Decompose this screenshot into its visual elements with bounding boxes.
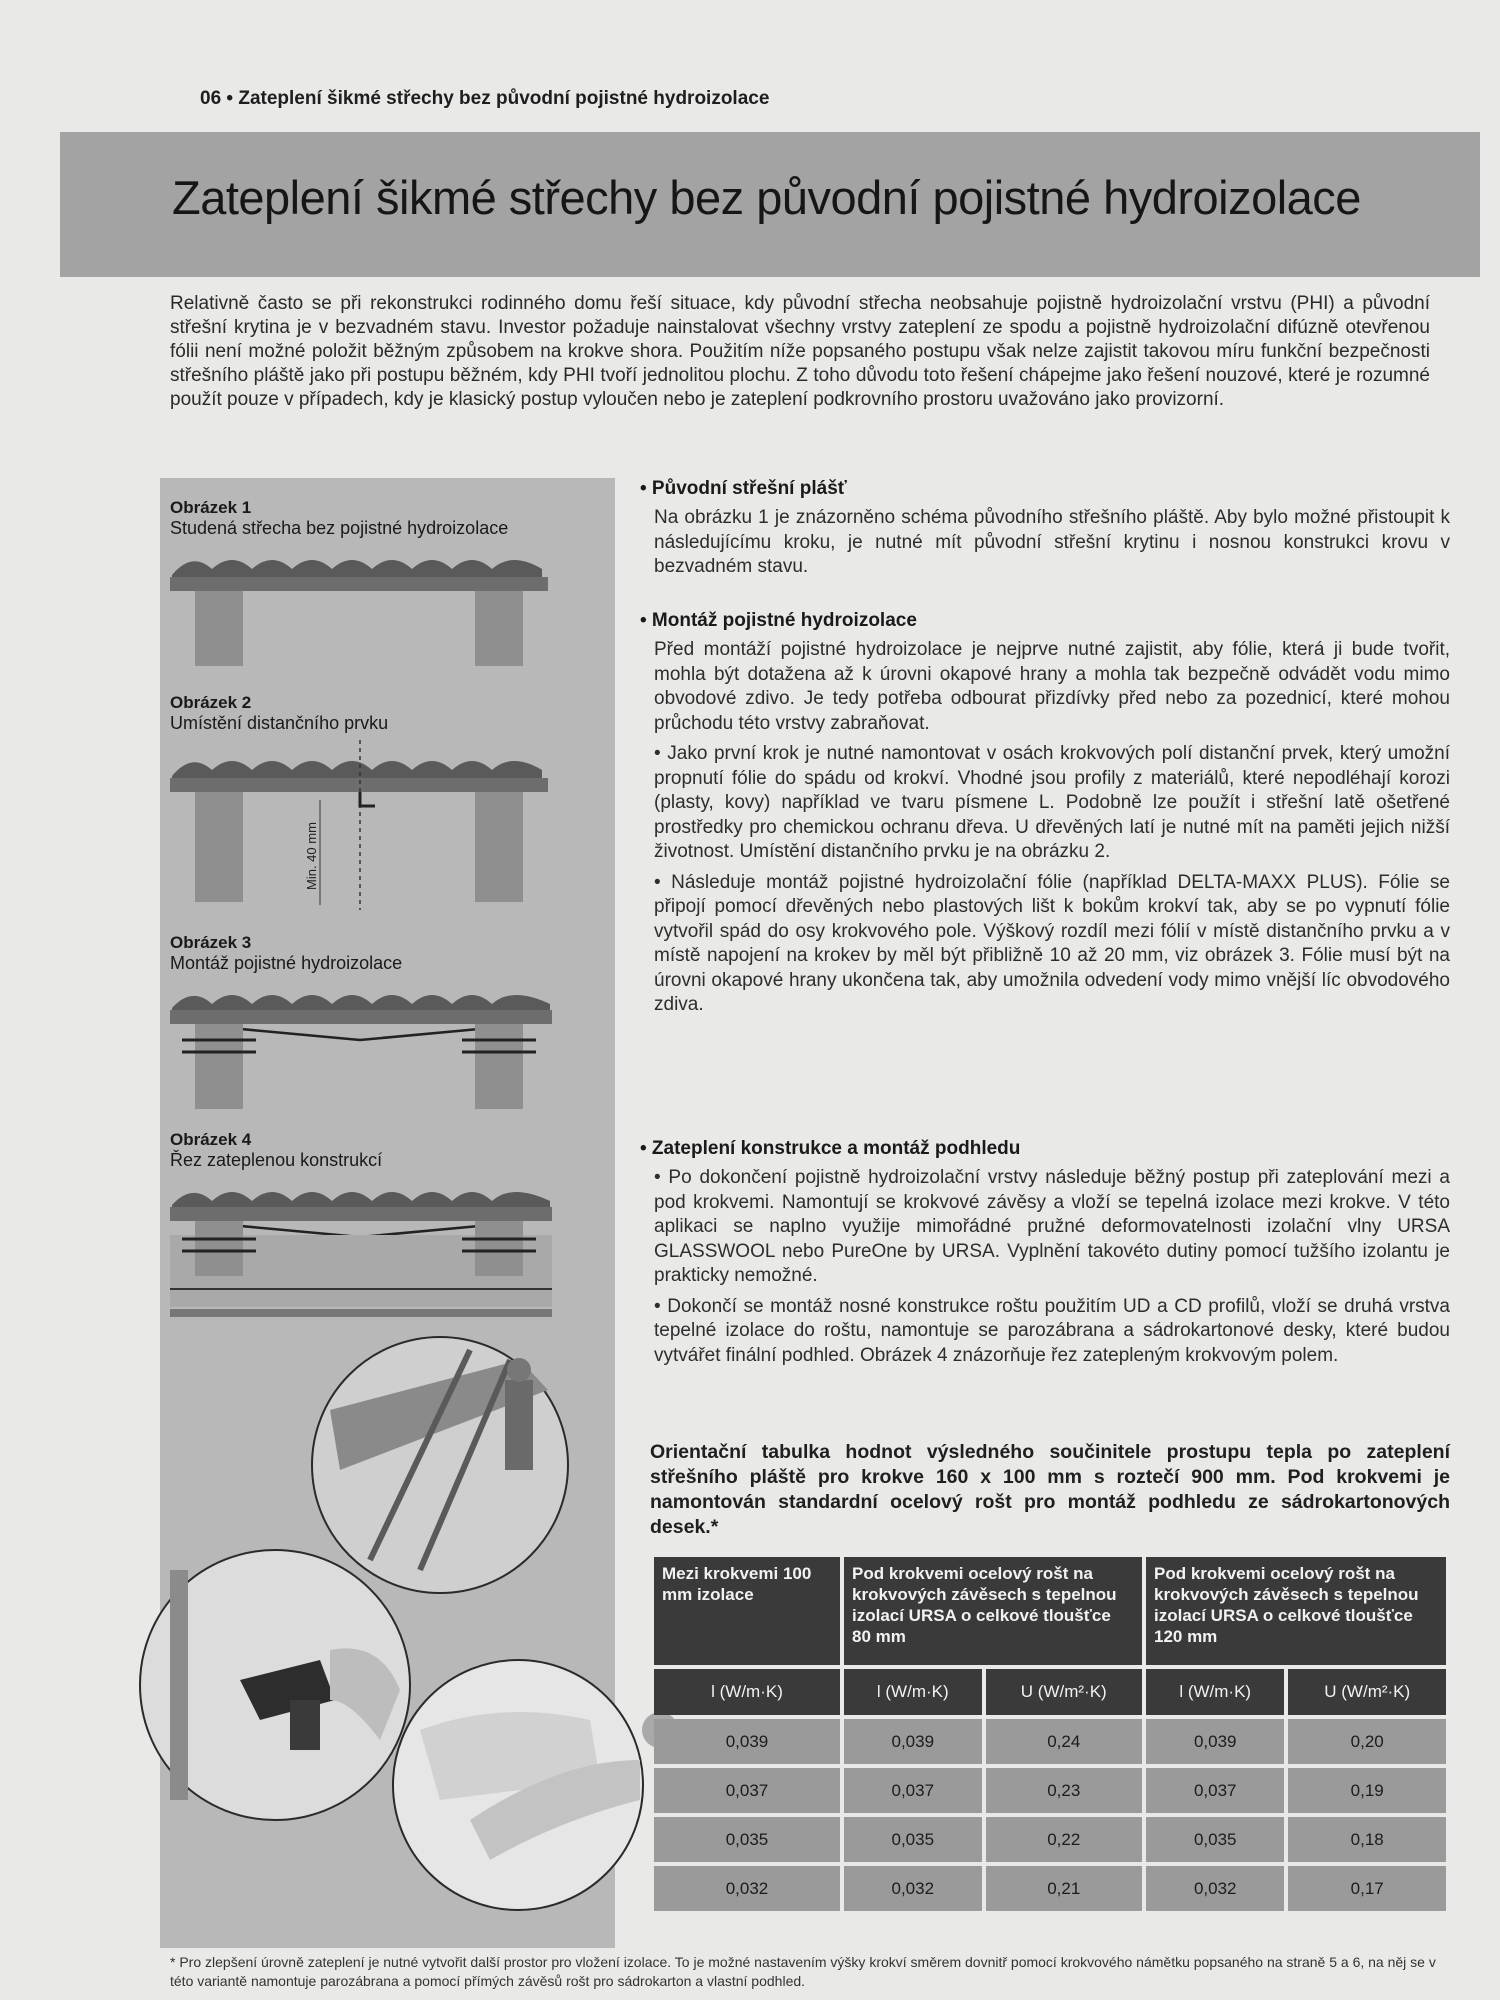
column-header: Mezi krokvemi 100 mm izolace — [654, 1557, 840, 1665]
table-row — [654, 1768, 1446, 1813]
unit-header: l (W/m·K) — [844, 1669, 982, 1715]
page-header: 06 • Zateplení šikmé střechy bez původní pojistné hydroizolace — [200, 88, 770, 109]
table-cell: 0,037 — [1146, 1768, 1284, 1813]
roof-diagram-cold — [170, 545, 550, 675]
table-cell: 0,032 — [1146, 1866, 1284, 1911]
table-cell: 0,039 — [844, 1719, 982, 1764]
table-cell: 0,039 — [654, 1719, 840, 1764]
figure-4 — [170, 1130, 570, 1327]
title-band — [60, 132, 1480, 277]
section-paragraph: • Dokončí se montáž nosné konstrukce roštu použitím UD a CD profilů, vloží se druhá vrstva tepelné izolace do roštu, namontuje se parozábrana a sádrokartonové desky, které budou vytvářet finální podhled. Obrázek 4 znázorňuje řez zatepleným krokvovým polem. — [654, 1295, 1450, 1366]
table-cell: 0,035 — [844, 1817, 982, 1862]
section-paragraph: • Jako první krok je nutné namontovat v osách krokvových polí distanční prvek, který umožní propnutí fólie do spádu od krokví. Vhodné jsou profily z materiálů, které nepodléhají korozi (plasty, kovy) například ve tvaru písmene L. Podobně lze použít i střešní latě ošetřené prostředky pro chemickou ochranu dřeva. U dřevěných latí je nutné mít na paměti jejich nižší životnost. Umístění distančního prvku je na obrázku 2. — [654, 743, 1450, 862]
table-row — [654, 1866, 1446, 1911]
section-title: • Zateplení konstrukce a montáž podhledu — [640, 1138, 1021, 1159]
roof-diagram-section — [170, 1177, 555, 1327]
table-cell: 0,039 — [1146, 1719, 1284, 1764]
section-paragraph: Na obrázku 1 je znázorněno schéma původního střešního pláště. Aby bylo možné přistoupit k následujícímu kroku, je nutné mít původní střešní krytinu i nosnou konstrukci krovu v bezvadném stavu. — [654, 507, 1450, 577]
column-header: Pod krokvemi ocelový rošt na krokvových závěsech s tepelnou izolací URSA o celkové tloušťce 120 mm — [1146, 1557, 1446, 1665]
section-paragraph: • Po dokončení pojistně hydroizolační vrstvy následuje běžný postup při zateplování mezi a pod krokvemi. Namontují se krokvové závěsy a vloží se tepelná izolace mezi krokve. V této aplikaci se naplno využije mimořádné pružné deformovatelnosti izolační vlny URSA GLASSWOOL nebo PureOne by URSA. Vyplnění takovéto dutiny pomocí tužšího izolantu je prakticky nemožné. — [654, 1167, 1450, 1286]
dimension-label: Min. 40 mm — [304, 822, 319, 890]
figure-3 — [170, 933, 570, 1115]
footnote: * Pro zlepšení úrovně zateplení je nutné vytvořit další prostor pro vložení izolace. To je možné nastavením výšky krokví směrem dovnitř pomocí krokvového námětku popsaného na straně 5 a 6, na něj se v této variantě namontuje parozábrana a pomocí přímých závěsů rošt pro sádrokarton a vlastní podhled. — [170, 1954, 1436, 1989]
table-cell: 0,19 — [1288, 1768, 1446, 1813]
table-title: Orientační tabulka hodnot výsledného součinitele prostupu tepla po zateplení střešního pláště pro krokve 160 x 100 mm s roztečí 900 mm. Pod krokvemi je namontován standardní ocelový rošt pro montáž podhledu ze sádrokartonových desek.* — [650, 1441, 1450, 1538]
page-title: Zateplení šikmé střechy bez původní pojistné hydroizolace — [172, 171, 1361, 224]
table-row — [654, 1719, 1446, 1764]
table-cell: 0,20 — [1288, 1719, 1446, 1764]
unit-header: U (W/m²·K) — [986, 1669, 1142, 1715]
figure-number: Obrázek 1 — [170, 498, 252, 517]
section-insulation-ceiling — [640, 1138, 1450, 1374]
section-paragraph: • Následuje montáž pojistné hydroizolační fólie (například DELTA-MAXX PLUS). Fólie se připojí pomocí dřevěných nebo plastových lišt k bokům krokví tak, aby se po vypnutí fólie vytvořil spád do osy krokvového pole. Výškový rozdíl mezi fólií v místě distančního prvku a v místě napojení na krokev by měl být přibližně 10 až 20 mm, viz obrázek 3. Fólie musí být na úrovni okapové hrany ukončena tak, aby umožnila odvedení vody mimo vnější líc obvodového zdiva. — [654, 871, 1450, 1015]
roof-diagram-membrane — [170, 980, 555, 1115]
table-header-row — [654, 1557, 1446, 1665]
section-original-roof — [640, 478, 1450, 586]
roof-diagram-spacer — [170, 740, 550, 915]
table-unit-row — [654, 1669, 1446, 1715]
figure-caption: Montáž pojistné hydroizolace — [170, 953, 403, 973]
figure-caption: Řez zateplenou konstrukcí — [170, 1150, 383, 1170]
table-cell: 0,037 — [844, 1768, 982, 1813]
table-cell: 0,032 — [844, 1866, 982, 1911]
section-title: • Montáž pojistné hydroizolace — [640, 610, 917, 631]
unit-header: U (W/m²·K) — [1288, 1669, 1446, 1715]
table-cell: 0,23 — [986, 1768, 1142, 1813]
figure-caption: Umístění distančního prvku — [170, 713, 389, 733]
figure-2 — [170, 693, 570, 915]
table-cell: 0,035 — [654, 1817, 840, 1862]
column-header: Pod krokvemi ocelový rošt na krokvových závěsech s tepelnou izolací URSA o celkové tloušťce 80 mm — [844, 1557, 1142, 1665]
table-cell: 0,037 — [654, 1768, 840, 1813]
u-value-table — [650, 1553, 1450, 1915]
table-cell: 0,18 — [1288, 1817, 1446, 1862]
unit-header: l (W/m·K) — [654, 1669, 840, 1715]
intro-paragraph: Relativně často se při rekonstrukci rodinného domu řeší situace, kdy původní střecha neobsahuje pojistně hydroizolační vrstvu (PHI) a původní střešní krytina je v bezvadném stavu. Investor požaduje nainstalovat všechny vrstvy zateplení ze spodu a pojistně hydroizolační difúzně otevřenou fólii není možné položit běžným způsobem na krokve shora. Použitím níže popsaného postupu však nelze zajistit takovou míru funkční bezpečnosti střešního pláště jako při postupu běžném, kdy PHI tvoří jednolitou plochu. Z toho důvodu toto řešení chápejme jako řešení nouzové, které je rozumné použít pouze v případech, kdy je klasický postup vyloučen nebo je zateplení podkrovního prostoru uvažováno jako provizorní. — [170, 293, 1430, 410]
table-cell: 0,21 — [986, 1866, 1142, 1911]
figure-number: Obrázek 4 — [170, 1130, 252, 1149]
table-cell: 0,17 — [1288, 1866, 1446, 1911]
table-cell: 0,032 — [654, 1866, 840, 1911]
section-paragraph: Před montáží pojistné hydroizolace je nejprve nutné zajistit, aby fólie, která ji bude tvořit, mohla být dotažena až k úrovni okapové hrany a mohla tak bezpečně odvádět vodu mimo obvodové zdivo. Je tedy potřeba odbourat přizdívky před nebo za pozednicí, které mohou průchodu této vrstvy zabraňovat. — [654, 639, 1450, 734]
table-cell: 0,24 — [986, 1719, 1142, 1764]
figure-number: Obrázek 3 — [170, 933, 252, 952]
section-title: • Původní střešní plášť — [640, 478, 847, 499]
table-cell: 0,22 — [986, 1817, 1142, 1862]
figure-number: Obrázek 2 — [170, 693, 252, 712]
figure-caption: Studená střecha bez pojistné hydroizolace — [170, 518, 509, 538]
unit-header: l (W/m·K) — [1146, 1669, 1284, 1715]
table-cell: 0,035 — [1146, 1817, 1284, 1862]
section-membrane-installation — [640, 610, 1450, 1024]
figure-1 — [170, 498, 570, 675]
table-row — [654, 1817, 1446, 1862]
